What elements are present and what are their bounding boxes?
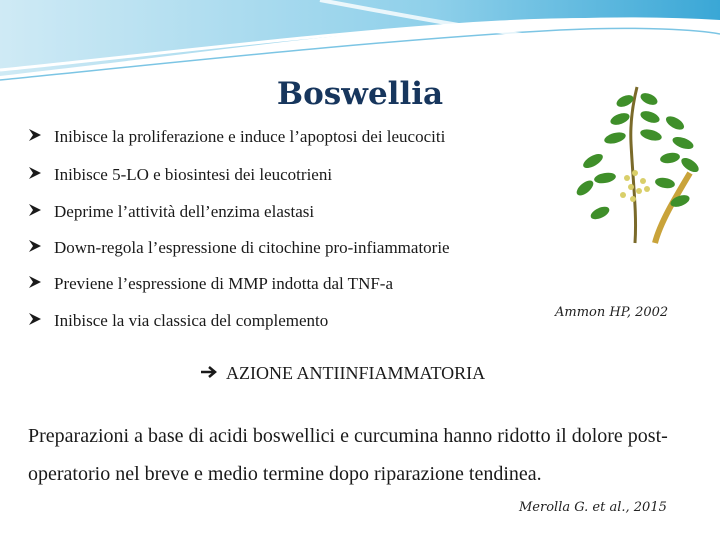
bullet-item [28, 202, 314, 222]
bullet-text: Deprime l’attività dell’enzima elastasi [54, 202, 315, 221]
citation-merolla: Merolla G. et al., 2015 [519, 500, 667, 515]
bullet-item [28, 165, 332, 185]
right-arrow-icon [200, 363, 218, 384]
conclusion-text: AZIONE ANTIINFIAMMATORIA [226, 363, 486, 383]
slide-title: Boswellia [276, 76, 444, 112]
bullet-text: Down-regola l’espressione di citochine pro-infiammatorie [54, 238, 450, 257]
bullet-item [28, 238, 450, 258]
arrowhead-bullet-icon [28, 202, 54, 222]
bullet-item [28, 127, 445, 147]
bullet-item [28, 311, 328, 331]
arrowhead-bullet-icon [28, 238, 54, 258]
bullet-item [28, 274, 393, 294]
conclusion-line [200, 363, 485, 384]
bullet-text: Inibisce la proliferazione e induce l’apoptosi dei leucociti [54, 127, 446, 146]
arrowhead-bullet-icon [28, 127, 54, 147]
bullet-text: Inibisce la via classica del complemento [54, 311, 329, 330]
summary-paragraph: Preparazioni a base di acidi boswellici e curcumina hanno ridotto il dolore post-operatorio nel breve e medio termine dopo riparazione tendinea. [28, 425, 668, 485]
arrowhead-bullet-icon [28, 274, 54, 294]
boswellia-plant-image [565, 83, 705, 245]
arrowhead-bullet-icon [28, 311, 54, 331]
arrowhead-bullet-icon [28, 165, 54, 185]
bullet-text: Inibisce 5-LO e biosintesi dei leucotrieni [54, 165, 333, 184]
citation-ammon: Ammon HP, 2002 [555, 305, 669, 320]
bullet-text: Previene l’espressione di MMP indotta dal TNF-a [54, 274, 394, 293]
